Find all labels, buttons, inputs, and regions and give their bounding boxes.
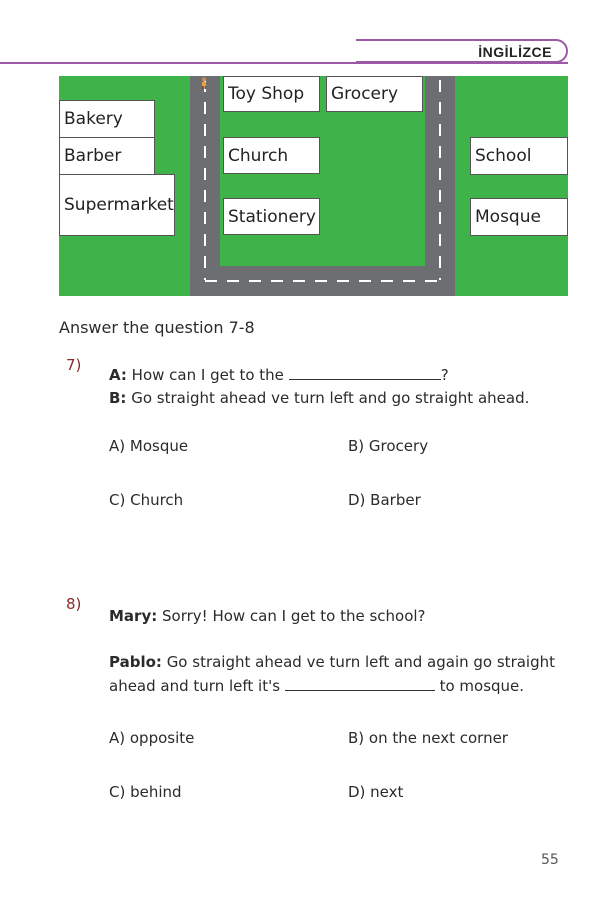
- q7-option-d[interactable]: D) Barber: [348, 491, 421, 509]
- q8-option-a[interactable]: A) opposite: [109, 729, 195, 747]
- place-grocery: Grocery: [326, 76, 423, 112]
- q7-text-b: Go straight ahead ve turn left and go straight ahead.: [131, 389, 530, 407]
- page-number: 55: [541, 852, 559, 868]
- q8-speaker-pablo: Pablo:: [109, 653, 162, 671]
- q7-question-mark: ?: [440, 366, 449, 384]
- q7-speaker-b: B:: [109, 389, 127, 407]
- question-8-number: 8): [66, 595, 82, 613]
- subject-tab: [356, 39, 568, 63]
- place-school: School: [470, 137, 568, 175]
- street-map: [59, 76, 568, 296]
- place-barber: Barber: [59, 137, 155, 175]
- q7-option-a[interactable]: A) Mosque: [109, 437, 189, 455]
- q7-answer-blank[interactable]: [289, 379, 441, 380]
- lane-marking-bottom: [205, 280, 441, 282]
- place-mosque: Mosque: [470, 198, 568, 236]
- q8-option-c[interactable]: C) behind: [109, 783, 182, 801]
- q7-speaker-a: A:: [109, 366, 127, 384]
- lane-marking-left: [204, 80, 206, 280]
- place-supermarket: Supermarket: [59, 174, 175, 236]
- place-bakery: Bakery: [59, 100, 155, 138]
- q8-text-2c: to mosque.: [439, 677, 525, 695]
- q8-answer-blank[interactable]: [285, 690, 435, 691]
- q7-option-b[interactable]: B) Grocery: [348, 437, 429, 455]
- q8-line-1: [109, 607, 426, 625]
- lane-marking-right: [439, 80, 441, 280]
- q8-line-2b: [109, 677, 524, 695]
- q8-option-b[interactable]: B) on the next corner: [348, 729, 508, 747]
- q8-line-2a: [109, 653, 555, 671]
- q7-line-b: [109, 389, 529, 407]
- q8-option-d[interactable]: D) next: [348, 783, 404, 801]
- person-icon: [199, 77, 209, 89]
- place-toy-shop: Toy Shop: [223, 76, 320, 112]
- place-stationery: Stationery: [223, 198, 320, 235]
- q8-text-2a: Go straight ahead ve turn left and again go straight: [166, 653, 556, 671]
- question-7-number: 7): [66, 356, 82, 374]
- instructions: Answer the question 7-8: [59, 318, 255, 337]
- q7-line-a: [109, 366, 449, 384]
- place-church: Church: [223, 137, 320, 174]
- q7-option-c[interactable]: C) Church: [109, 491, 184, 509]
- q8-text-1: Sorry! How can I get to the school?: [162, 607, 426, 625]
- q7-text-a: How can I get to the: [131, 366, 284, 384]
- q8-text-2b: ahead and turn left it's: [109, 677, 281, 695]
- subject-title: İNGİLİZCE: [478, 44, 552, 60]
- q8-speaker-mary: Mary:: [109, 607, 158, 625]
